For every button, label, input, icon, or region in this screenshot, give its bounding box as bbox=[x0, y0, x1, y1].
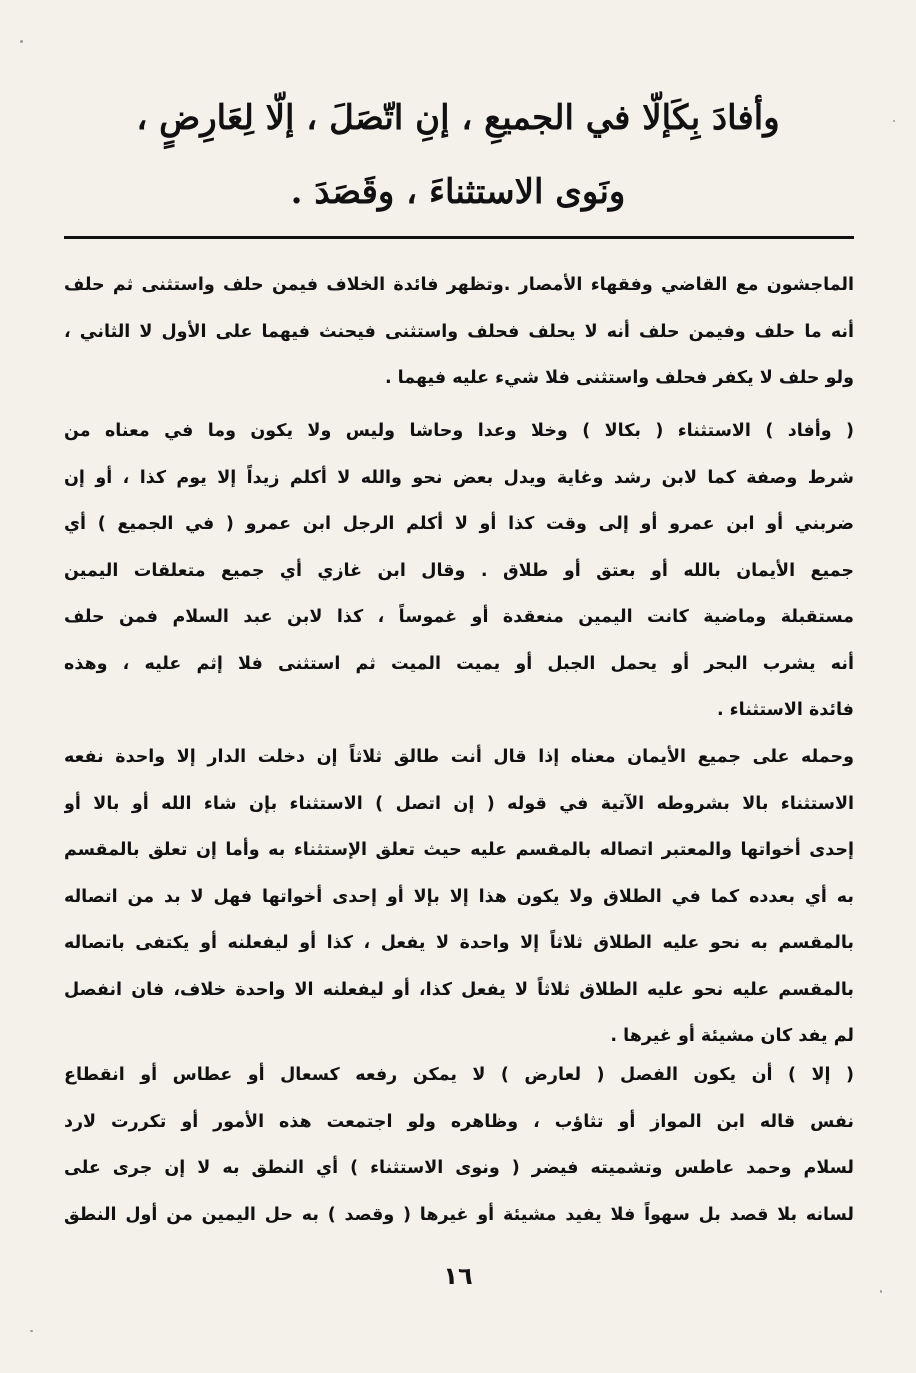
text-line: نفس قاله ابن المواز أو تثاؤب ، وظاهره ولو اجتمعت هذه الأمور أو تكررت لارد bbox=[64, 1111, 854, 1132]
text-line: لم يفد كان مشيئة أو غيرها . bbox=[610, 1026, 854, 1046]
text-line: إحدى أخواتها والمعتبر اتصاله بالمقسم عليه حيث تعلق الإستثناء به وأما إن تعلق بالمقسم bbox=[64, 840, 854, 860]
scan-speck bbox=[20, 40, 23, 43]
text-line: شرط وصفة كما لابن رشد وغاية ويدل بعض نحو والله لا أكلم زيداً إلا يوم كذا ، أو إن bbox=[64, 467, 854, 488]
separator-rule bbox=[64, 236, 854, 239]
text-line: الاستثناء بالا بشروطه الآتية في قوله ( إن اتصل ) الاستثناء بإن شاء الله أو بالا أو bbox=[64, 793, 854, 814]
text-line: لسانه بلا قصد بل سهواً فلا يفيد مشيئة أو غيرها ( وقصد ) به حل اليمين من أول النطق bbox=[64, 1204, 854, 1225]
text-line: جميع الأيمان بالله أو بعتق أو طلاق . وقال ابن غازي أي جميع متعلقات اليمين bbox=[64, 560, 854, 581]
text-line: به أي بعدده كما في الطلاق ولا يكون هذا إلا بإلا أو إحدى أخواتها فهل لا بد من اتصاله bbox=[64, 886, 854, 907]
paragraph-3 bbox=[64, 734, 854, 1060]
text-line: وحمله على جميع الأيمان معناه إذا قال أنت طالق ثلاثاً إن دخلت الدار إلا واحدة نفعه bbox=[64, 747, 854, 767]
text-line: ضربني أو ابن عمرو أو إلى وقت كذا أو لا أكلم الرجل ابن عمرو ( في الجميع ) أي bbox=[64, 514, 854, 534]
text-line: أنه يشرب البحر أو يحمل الجبل أو يميت الميت ثم استثنى فلا إثم عليه ، وهذه bbox=[64, 653, 854, 674]
text-line: ( إلا ) أن يكون الفصل ( لعارض ) لا يمكن رفعه كسعال أو عطاس أو انقطاع bbox=[64, 1065, 854, 1085]
matn-line-2: ونَوى الاستثناءَ ، وقَصَدَ . bbox=[290, 172, 626, 212]
text-line: ولو حلف لا يكفر فحلف واستثنى فلا شيء عليه فيهما . bbox=[384, 368, 854, 388]
text-line: فائدة الاستثناء . bbox=[716, 700, 854, 720]
paragraph-4 bbox=[64, 1052, 854, 1238]
text-line: أنه ما حلف وفيمن حلف أنه لا يحلف فحلف واستثنى فيحنث فيهما على الأول لا الثاني ، bbox=[64, 321, 854, 342]
scan-speck bbox=[30, 1330, 33, 1332]
text-line: لسلام وحمد عاطس وتشميته فيضر ( ونوى الاستثناء ) أي النطق به لا إن جرى على bbox=[64, 1158, 854, 1178]
text-line: بالمقسم عليه نحو عليه الطلاق ثلاثاً لا يفعل كذا، أو ليفعلنه الا واحدة خلاف، فان انفصل bbox=[64, 979, 854, 1000]
text-line: مستقبلة وماضية كانت اليمين منعقدة أو غموساً ، كذا لابن عبد السلام فمن حلف bbox=[64, 607, 854, 627]
matn-line-1: وأفادَ بِكَإلّا في الجميعِ ، إنِ اتّصَلَ ، إلّا لِعَارِضٍ ، bbox=[136, 98, 780, 138]
scan-speck bbox=[880, 1290, 882, 1293]
text-line: ( وأفاد ) الاستثناء ( بكالا ) وخلا وعدا وحاشا وليس ولا يكون وما في معناه من bbox=[64, 421, 854, 441]
page-number: ١٦ bbox=[443, 1262, 473, 1290]
scan-speck bbox=[893, 120, 895, 122]
paragraph-2 bbox=[64, 408, 854, 734]
paragraph-1 bbox=[64, 262, 854, 402]
text-line: الماجشون مع القاضي وفقهاء الأمصار .وتظهر فائدة الخلاف فيمن حلف واستثنى ثم حلف bbox=[64, 275, 854, 295]
text-line: بالمقسم به نحو عليه الطلاق ثلاثاً إلا واحدة لا يفعل ، كذا أو ليفعلنه أو يكتفى باتصاله bbox=[64, 933, 854, 953]
